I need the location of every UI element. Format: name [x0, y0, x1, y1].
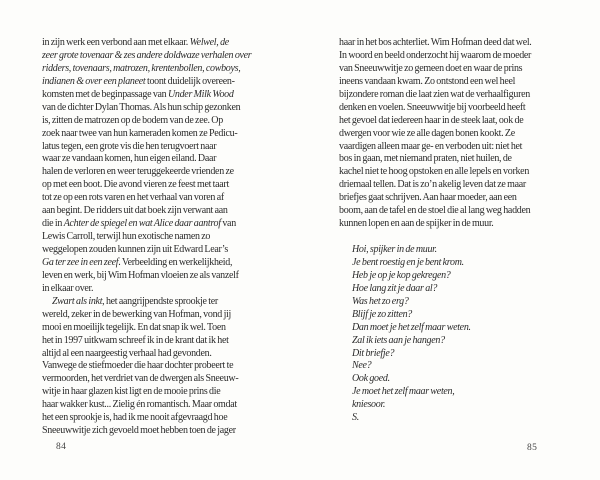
text-line: Vanwege de stiefmoeder die haar dochter probeert te — [42, 360, 234, 372]
text-line: haar wakker kust... Zielig én romantisch. Maar omdat — [42, 399, 237, 411]
text-line: van Sneeuwwitje zo gemeen doet en waar de prins — [339, 62, 523, 74]
text-line: Was het zo erg? — [352, 295, 409, 307]
page-right-text — [339, 37, 553, 231]
text-line: waar ze vandaan komen, hun eigen eiland. Daar — [42, 153, 217, 165]
text-line: Dan moet je het zelf maar weten. — [352, 321, 471, 333]
page-number-left: 84 — [56, 442, 67, 452]
text-line: in zijn werk een verbond aan met elkaar. Welwel, de — [42, 37, 229, 48]
text-line: Lewis Carroll, terwijl hun exotische namen zo — [42, 231, 211, 243]
text-line: indianen & over een planeet toont duidelijk overeen- — [42, 75, 235, 87]
text-line: kniesoor. — [352, 399, 386, 411]
text-line: witje in haar glazen kist ligt en de mooie prins die — [42, 386, 221, 398]
text-line: bos in gaan, met niemand praten, niet huilen, de — [339, 153, 512, 165]
text-line: kachel niet te hoog opstoken en alle lepels en vorken — [339, 166, 530, 178]
text-line: kunnen lopen en aan de spijker in de muur. — [339, 218, 494, 230]
text-line: het een sprookje is, had ik me nooit afgevraagd hoe — [42, 412, 228, 424]
text-line: in elkaar over. — [42, 282, 94, 294]
text-line: halen de verloren en weer teruggekeerde vrienden ze — [42, 166, 234, 178]
text-line: van de dichter Dylan Thomas. Als hun schip gezonken — [42, 101, 241, 113]
text-line: altijd al een naargeestig verhaal had gevonden. — [42, 347, 212, 359]
text-line: Zal ik iets aan je hangen? — [352, 334, 445, 346]
text-line: Ook goed. — [352, 373, 390, 385]
text-line: Blijf je zo zitten? — [352, 308, 412, 320]
text-line: komsten met de beginpassage van Under Milk Wood — [42, 88, 234, 100]
text-line: driemaal tellen. Dat is zo’n akelig leven dat ze maar — [339, 179, 526, 191]
letter-block — [352, 244, 471, 425]
text-line: Hoe lang zit je daar al? — [352, 282, 438, 294]
text-line: Sneeuwwitje zich gevoeld moet hebben toen de jager — [42, 425, 236, 437]
text-line: S. — [352, 412, 359, 424]
text-line: In woord en beeld onderzocht hij waarom de moeder — [339, 49, 532, 61]
text-line: Je bent roestig en je bent krom. — [352, 256, 464, 268]
text-line: Ga ter zee in een zeef. Verbeelding en werkelijkheid, — [42, 256, 233, 268]
page-number-right: 85 — [527, 443, 538, 453]
text-line: Zwart als inkt, het aangrijpendste sprookje ter — [52, 295, 218, 307]
text-line: briefjes gaat schrijven. Aan haar moeder, aan een — [339, 192, 517, 204]
text-line: het gevoel dat iedereen haar in de steek laat, ook de — [339, 114, 524, 126]
text-line: zeer grote tovenaar & zes andere doldwaze verhalen over — [42, 49, 252, 61]
text-line: dwergen voor wie ze alle dagen bonen kookt. Ze — [339, 127, 515, 139]
text-line: mooi en moeilijk tegelijk. En dat snap ik wel. Toen — [42, 321, 226, 333]
text-line: vermoorden, het verdriet van de dwergen als Sneeuw- — [42, 373, 239, 385]
text-line: latus tegen, een grote vis die hen terugvoert naar — [42, 140, 217, 152]
text-line: boom, aan de tafel en de stoel die al lang weg hadden — [339, 205, 531, 217]
text-line: leven en werk, bij Wim Hofman vloeien ze als vanzelf — [42, 269, 239, 281]
text-line: weggelopen zouden kunnen zijn uit Edward Lear’s — [42, 244, 228, 255]
text-line: het in 1997 uitkwam schreef ik in de krant dat ik het — [42, 334, 229, 346]
text-line: tot ze op een rots varen en het verhaal van voren af — [42, 192, 224, 204]
text-line: is, zitten de matrozen op de bodem van de zee. Op — [42, 114, 223, 126]
text-line: die in Achter de spiegel en wat Alice daar aantrof van — [42, 218, 236, 230]
text-line: Heb je op je kop gekregen? — [352, 269, 451, 281]
text-line: Je moet het zelf maar weten, — [352, 386, 455, 398]
text-line: aan begint. De ridders uit dat boek zijn verwant aan — [42, 205, 228, 217]
page-left-text — [42, 37, 256, 438]
text-line: Nee? — [352, 360, 372, 372]
text-line: Hoi, spijker in de muur. — [352, 244, 437, 255]
text-line: wereld, zeker in de bewerking van Hofman, vond jij — [42, 308, 232, 320]
text-line: haar in het bos achterliet. Wim Hofman deed dat wel. — [339, 37, 532, 48]
text-line: ridders, tovenaars, matrozen, krentenbollen, cowboys, — [42, 62, 241, 74]
text-line: op met een boot. Die avond vieren ze feest met taart — [42, 179, 229, 191]
text-line: ineens vandaan kwam. Zo ontstond een wel heel — [339, 75, 516, 87]
text-line: denken en voelen. Sneeuwwitje bij voorbeeld heeft — [339, 101, 526, 113]
text-line: vaardigen alleen maar ge- en verboden uit: niet het — [339, 140, 523, 152]
text-line: zoek naar twee van hun kameraden komen ze Pedicu- — [42, 127, 238, 139]
text-line: bijzondere roman die laat zien wat de verhaalfiguren — [339, 88, 530, 100]
text-line: Dit briefje? — [352, 347, 395, 359]
